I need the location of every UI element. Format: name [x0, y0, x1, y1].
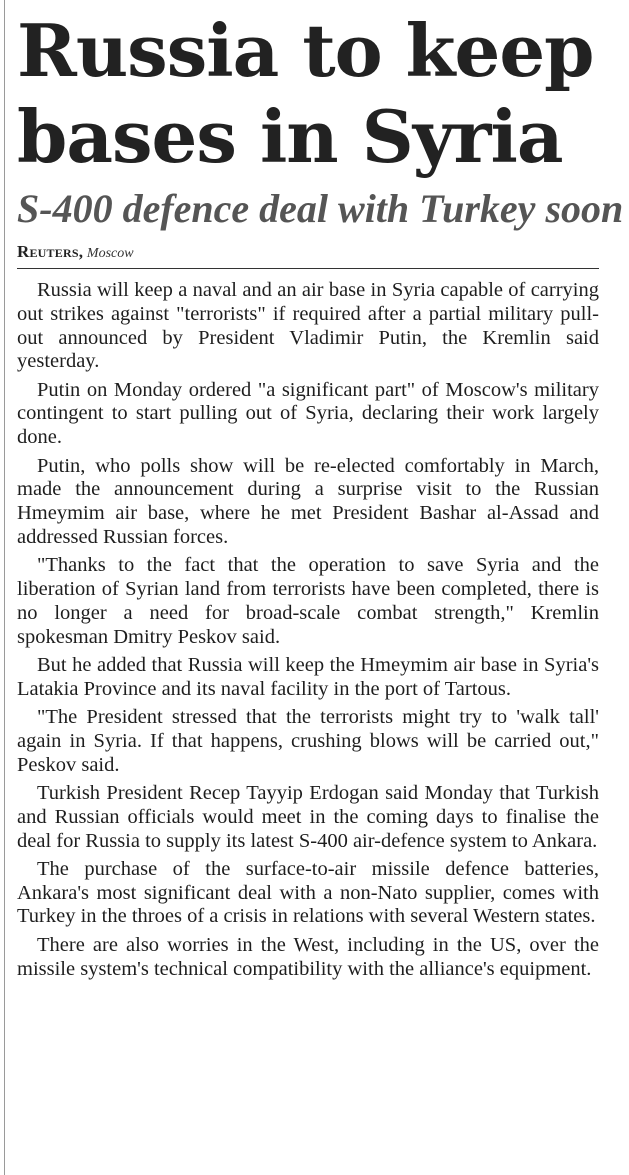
- column-rule: [4, 0, 5, 1175]
- headline: Russia to keep bases in Syria: [17, 8, 594, 179]
- paragraph: But he added that Russia will keep the Hmeymim air base in Syria's Latakia Province and its naval facility in the port of Tartous.: [17, 653, 599, 700]
- byline-agency: Reuters,: [17, 242, 84, 261]
- paragraph: Putin, who polls show will be re-elected comfortably in March, made the announcement during a surprise visit to the Russian Hmeymim air base, where he met President Bashar al-Assad and addressed Russian forces.: [17, 454, 599, 548]
- byline-dateline: Moscow: [86, 246, 134, 261]
- news-article: [17, 0, 624, 986]
- paragraph: "Thanks to the fact that the operation to save Syria and the liberation of Syrian land from terrorists have been completed, there is no longer a need for broad-scale combat strength," Kremlin spokesman Dmitry Peskov said.: [17, 554, 599, 648]
- paragraph: Putin on Monday ordered "a significant part" of Moscow's military contingent to start pulling out of Syria, declaring their work largely done.: [17, 378, 599, 449]
- paragraph: "The President stressed that the terrorists might try to 'walk tall' again in Syria. If that happens, crushing blows will be carried out," Peskov said.: [17, 706, 599, 776]
- paragraph: There are also worries in the West, including in the US, over the missile system's technical compatibility with the alliance's equipment.: [17, 933, 599, 980]
- paragraph: Russia will keep a naval and an air base in Syria capable of carrying out strikes against "terrorists" if required after a partial military pull-out announced by President Vladimir Putin, the Kremlin said yesterday.: [17, 279, 599, 373]
- paragraph: Turkish President Recep Tayyip Erdogan said Monday that Turkish and Russian officials would meet in the coming days to finalise the deal for Russia to supply its latest S-400 air-defence system to Ankara.: [17, 781, 599, 852]
- article-body: [17, 279, 599, 981]
- byline: [17, 242, 599, 269]
- subheadline: S-400 defence deal with Turkey soon: [17, 186, 624, 231]
- paragraph: The purchase of the surface-to-air missile defence batteries, Ankara's most significant deal with a non-Nato supplier, comes with Turkey in the throes of a crisis in relations with several Western states.: [17, 857, 599, 928]
